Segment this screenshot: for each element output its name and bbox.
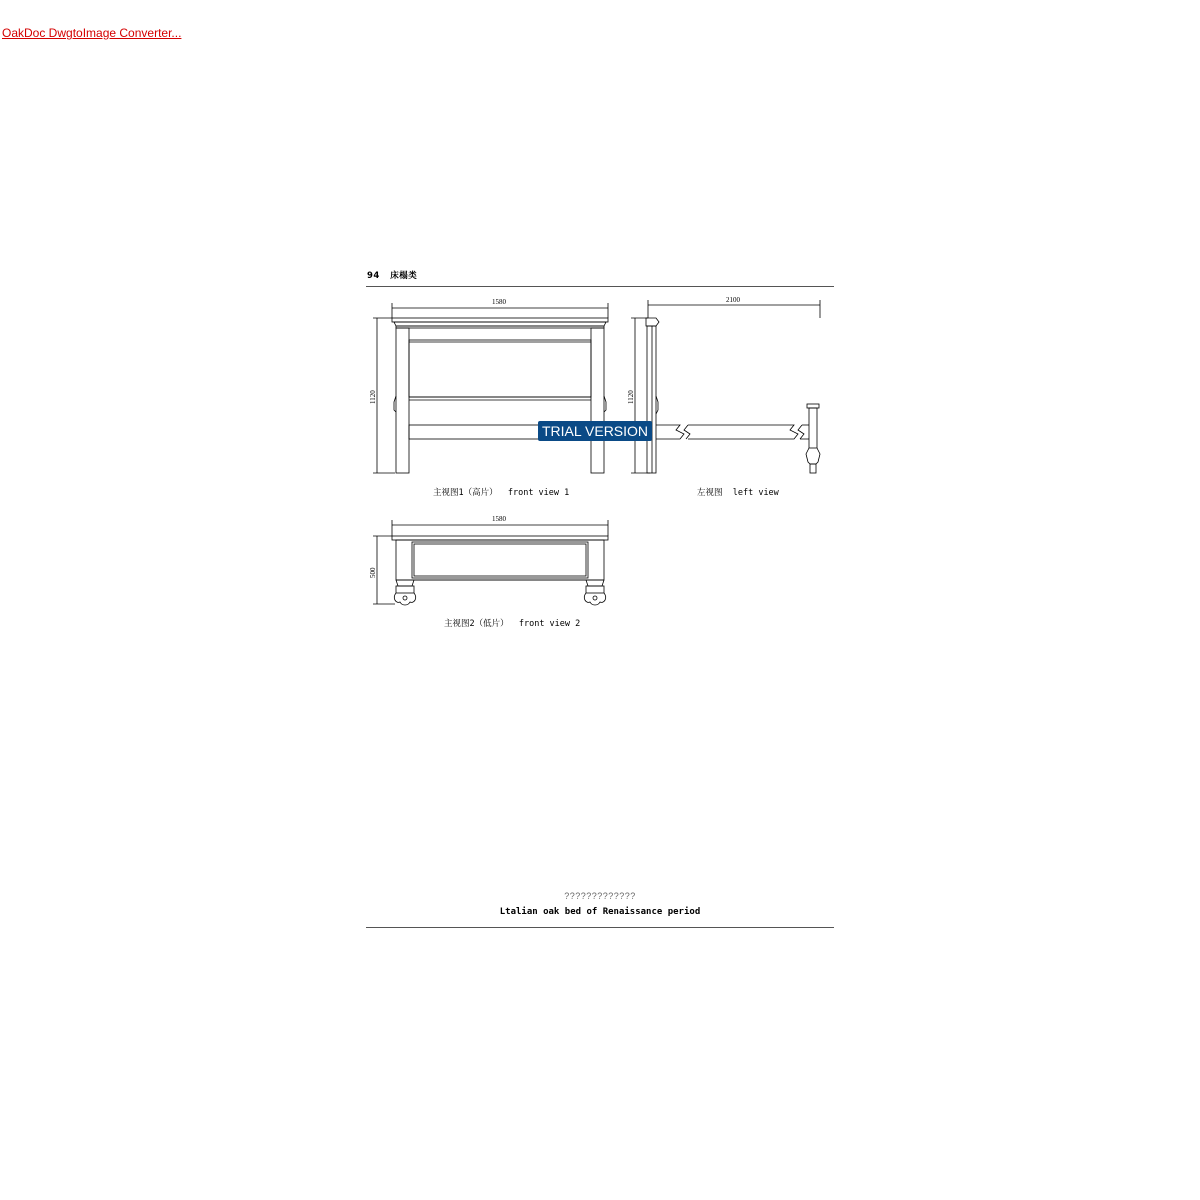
left-height-dim: 1120	[627, 390, 635, 404]
footer-title: Ltalian oak bed of Renaissance period	[499, 907, 701, 917]
footer-garbled-text: ?????????????	[564, 891, 636, 901]
section-title: 床榻类	[390, 271, 418, 281]
front2-height-dim: 500	[369, 567, 377, 578]
converter-link[interactable]: OakDoc DwgtoImage Converter...	[2, 26, 182, 40]
front2-width-dim: 1580	[492, 515, 506, 523]
left-view-caption: 左视图 left view	[697, 488, 779, 498]
footer-rule	[366, 927, 834, 928]
front1-height-dim: 1120	[369, 390, 377, 404]
front1-width-dim: 1580	[492, 298, 506, 306]
left-width-dim: 2100	[726, 296, 740, 304]
front-view-2-caption: 主视图2（低片） front view 2	[444, 619, 581, 629]
page-number: 94	[367, 271, 380, 281]
trial-watermark: TRIAL VERSION	[538, 421, 652, 441]
front-view-2	[369, 515, 608, 605]
left-view	[627, 296, 820, 473]
front-view-1-caption: 主视图1（高片） front view 1	[433, 488, 570, 498]
front-view-1	[369, 298, 608, 473]
